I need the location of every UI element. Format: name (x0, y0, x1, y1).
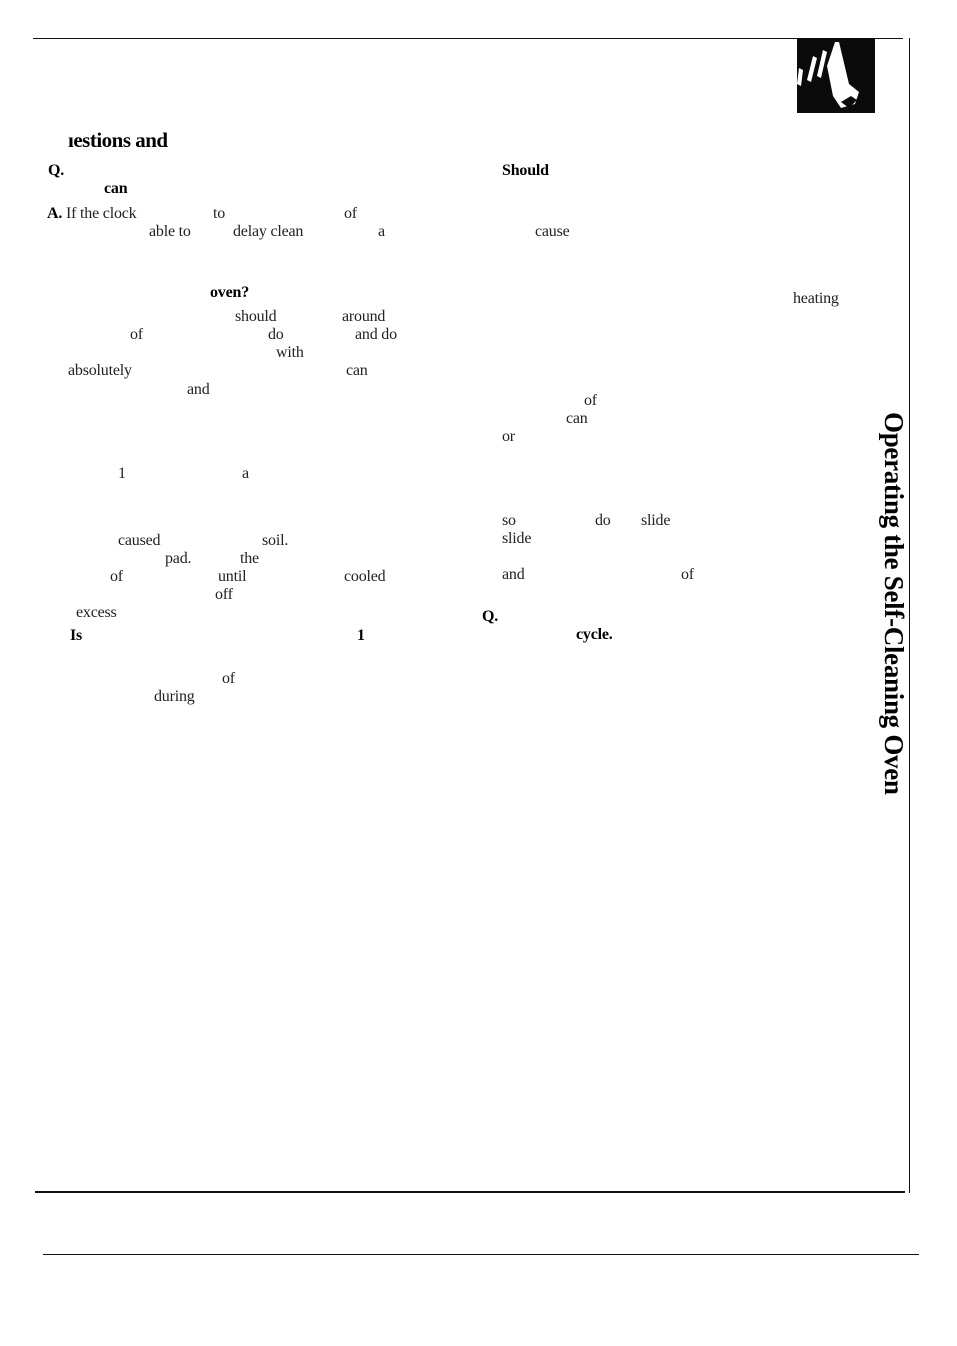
left-fragment-a: a (242, 465, 249, 482)
left-word-cooled: cooled (344, 568, 386, 585)
q2-word-oven: oven? (210, 284, 250, 301)
hand-pointing-icon (797, 38, 875, 113)
r-word-of-2: of (681, 566, 694, 583)
a2-word-can: can (346, 362, 368, 379)
top-rule (33, 38, 903, 39)
left-word-caused: caused (118, 532, 161, 549)
left-word-until: until (218, 568, 247, 585)
r-word-so: so (502, 512, 516, 529)
q3-fragment-1: 1 (357, 627, 365, 644)
a1-marker: A. (47, 205, 63, 222)
r-word-do: do (595, 512, 611, 529)
left-word-soil: soil. (262, 532, 289, 549)
left-word-of: of (110, 568, 123, 585)
left-word-off: off (215, 586, 233, 603)
a1-word-of: of (344, 205, 357, 222)
r-q-word-cycle: cycle. (576, 626, 613, 643)
a2-word-absolutely: absolutely (68, 362, 132, 379)
side-title-text: Operating the Self-Cleaning Oven (879, 412, 909, 795)
q1-word-can: can (104, 180, 128, 197)
a1-word-able-to: able to (149, 223, 191, 240)
a1-word-if-the-clock: If the clock (66, 205, 137, 222)
bottom-rule-2 (43, 1254, 919, 1255)
q3-word-is: Is (70, 627, 83, 644)
bottom-rule-1 (35, 1191, 905, 1193)
r-word-can: can (566, 410, 588, 427)
a2-word-with: with (276, 344, 304, 361)
r-word-heating: heating (793, 290, 839, 307)
r-word-or: or (502, 428, 515, 445)
side-title (873, 412, 909, 822)
left-word-the: the (240, 550, 259, 567)
a3-word-during: during (154, 688, 195, 705)
r-word-slide-2: slide (502, 530, 532, 547)
r-word-slide: slide (641, 512, 671, 529)
r-word-cause: cause (535, 223, 570, 240)
a3-word-of: of (222, 670, 235, 687)
a2-word-around: around (342, 308, 386, 325)
left-fragment-1: 1 (118, 465, 126, 482)
left-word-pad: pad. (165, 550, 192, 567)
r-q-marker: Q. (482, 608, 499, 625)
a2-word-do: do (268, 326, 284, 343)
r-word-and: and (502, 566, 525, 583)
right-margin-rule (909, 38, 910, 1193)
a2-word-of: of (130, 326, 143, 343)
a2-word-and: and (187, 381, 210, 398)
a2-word-should: should (235, 308, 277, 325)
a1-word-to: to (213, 205, 226, 222)
r-q-word-should: Should (502, 162, 549, 179)
q1-marker: Q. (48, 162, 65, 179)
section-heading: ıestions and (68, 128, 168, 152)
a1-word-a: a (378, 223, 385, 240)
a2-word-and-do: and do (355, 326, 397, 343)
a1-word-delay-clean: delay clean (233, 223, 304, 240)
left-word-excess: excess (76, 604, 117, 621)
r-word-of: of (584, 392, 597, 409)
